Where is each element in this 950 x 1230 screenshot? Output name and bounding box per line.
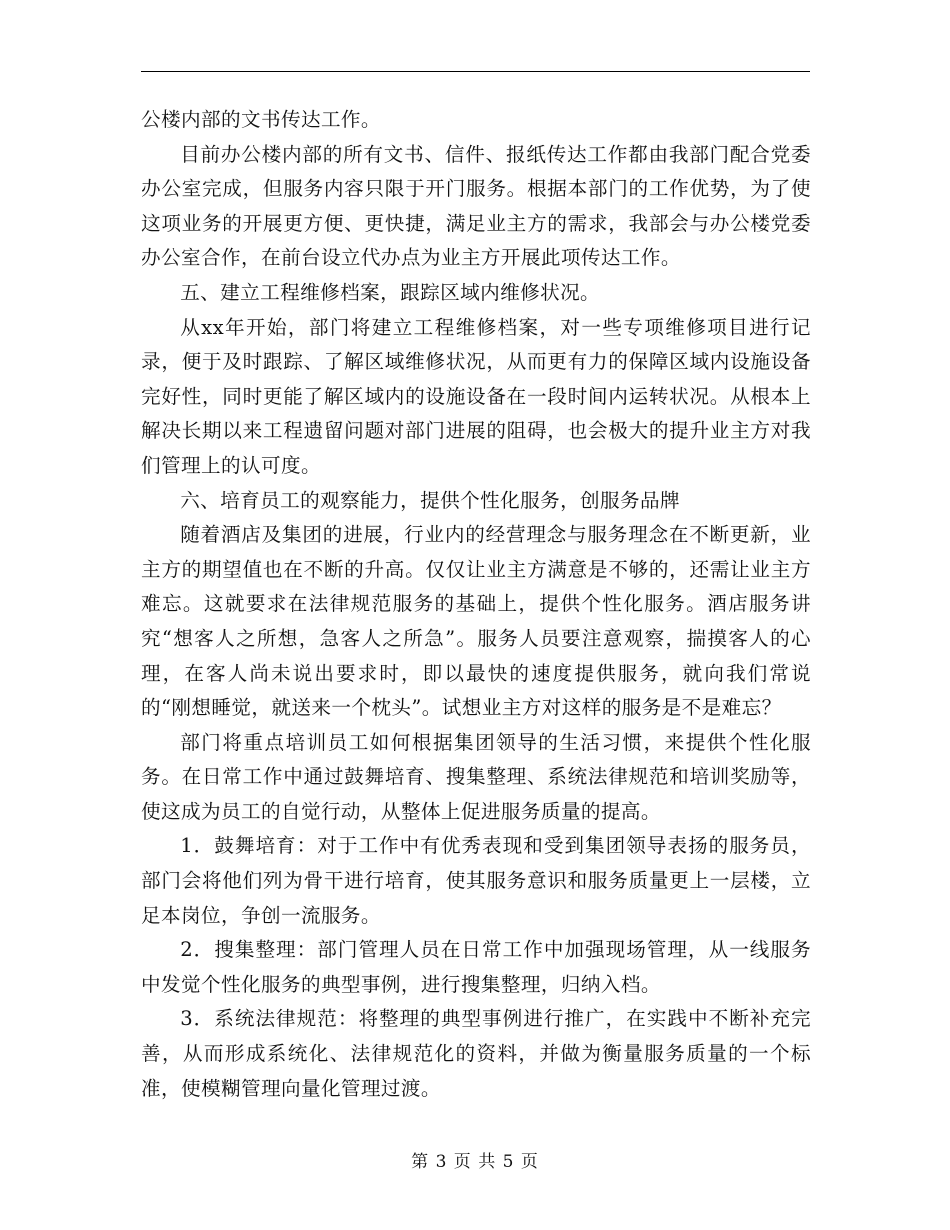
document-body [141,103,811,1106]
section-heading-5: 五、建立工程维修档案，跟踪区域内维修状况。 [180,280,601,304]
list-item-3: 3．系统法律规范：将整理的典型事例进行推广，在实践中不断补充完善，从而形成系统化、法律规范化的资料，并做为衡量服务质量的一个标准，使模糊管理向量化管理过渡。 [141,1007,811,1100]
page-footer: 第 3 页 共 5 页 [411,1152,539,1172]
header-rule [141,71,810,72]
paragraph-1: 公楼内部的文书传达工作。 [141,108,381,131]
list-item-1: 1．鼓舞培育：对于工作中有优秀表现和受到集团领导表扬的服务员，部门会将他们列为骨干进行培育，使其服务意识和服务质量更上一层楼，立足本岗位，争创一流服务。 [141,834,811,927]
list-item-2: 2．搜集整理：部门管理人员在日常工作中加强现场管理，从一线服务中发觉个性化服务的典型事例，进行搜集整理，归纳入档。 [141,938,811,996]
paragraph-2: 目前办公楼内部的所有文书、信件、报纸传达工作都由我部门配合党委办公室完成，但服务内容只限于开门服务。根据本部门的工作优势，为了使这项业务的开展更方便、更快捷，满足业主方的需求，我部会与办公楼党委办公室合作，在前台设立代办点为业主方开展此项传达工作。 [141,142,811,270]
section-heading-6: 六、培育员工的观察能力，提供个性化服务，创服务品牌 [180,488,681,512]
paragraph-5: 部门将重点培训员工如何根据集团领导的生活习惯，来提供个性化服务。在日常工作中通过鼓舞培育、搜集整理、系统法律规范和培训奖励等，使这成为员工的自觉行动，从整体上促进服务质量的提高。 [141,730,811,823]
paragraph-4: 随着酒店及集团的进展，行业内的经营理念与服务理念在不断更新，业主方的期望值也在不断的升高。仅仅让业主方满意是不够的，还需让业主方难忘。这就要求在法律规范服务的基础上，提供个性化服务。酒店服务讲究“想客人之所想，急客人之所急”。服务人员要注意观察，揣摸客人的心理，在客人尚未说出要求时，即以最快的速度提供服务，就向我们常说的“刚想睡觉，就送来一个枕头”。试想业主方对这样的服务是不是难忘？ [141,523,811,720]
paragraph-3: 从xx年开始，部门将建立工程维修档案，对一些专项维修项目进行记录，便于及时跟踪、了解区域维修状况，从而更有力的保障区域内设施设备完好性，同时更能了解区域内的设施设备在一段时间内运转状况。从根本上解决长期以来工程遗留问题对部门进展的阻碍，也会极大的提升业主方对我们管理上的认可度。 [141,315,811,477]
